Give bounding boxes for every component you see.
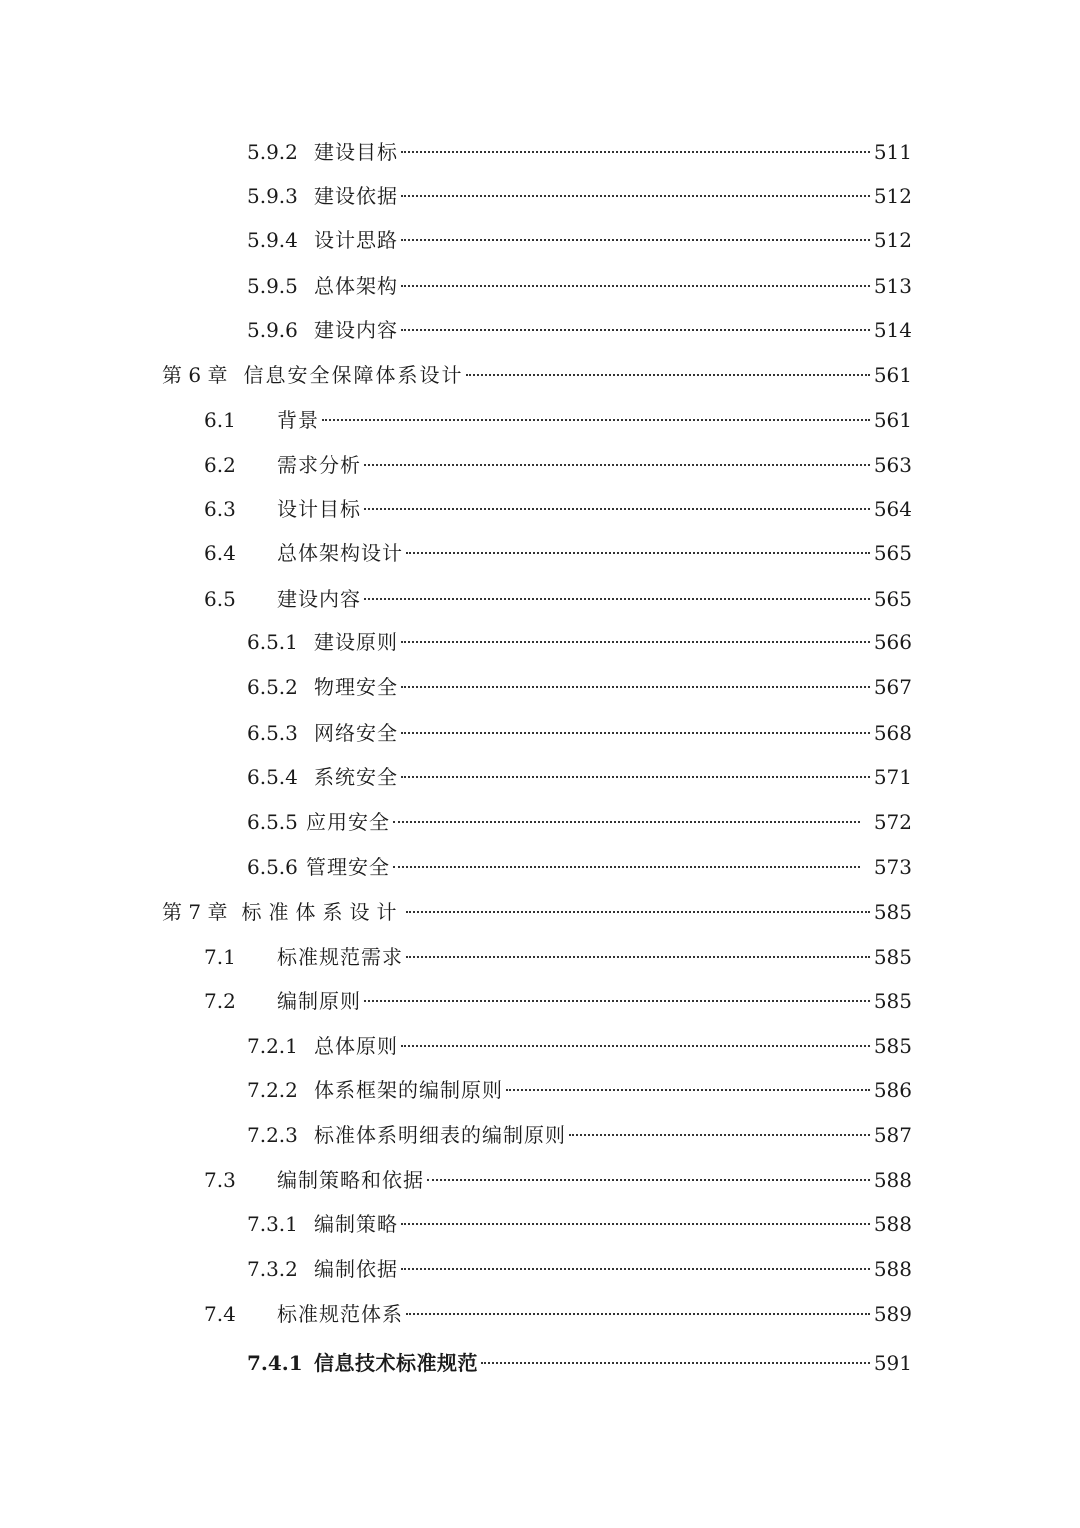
toc-entry-number: 6.1 <box>204 408 236 432</box>
toc-entry-title: 编制原则 <box>277 989 361 1013</box>
dot-leader <box>364 1000 870 1002</box>
dot-leader <box>569 1134 870 1136</box>
toc-entry-page: 565 <box>873 587 912 611</box>
dot-leader <box>401 686 870 688</box>
toc-entry-title: 网络安全 <box>314 721 398 745</box>
dot-leader <box>401 239 870 241</box>
toc-chapter-title: 信息安全保障体系设计 <box>243 363 464 387</box>
toc-entry-title: 编制依据 <box>314 1257 398 1281</box>
toc-entry-page: 585 <box>873 900 912 924</box>
dot-leader <box>393 866 860 868</box>
dot-leader <box>481 1362 870 1364</box>
toc-entry-page: 572 <box>873 810 912 834</box>
toc-entry-6-5-4 <box>247 762 912 792</box>
toc-entry-title: 建设原则 <box>314 630 398 654</box>
toc-entry-title: 需求分析 <box>277 453 361 477</box>
toc-entry-number: 7.4 <box>204 1302 236 1326</box>
toc-entry-page: 561 <box>873 363 912 387</box>
toc-entry-number: 6.2 <box>204 453 236 477</box>
toc-entry-number: 6.5.4 <box>247 765 298 789</box>
toc-entry-page: 571 <box>873 765 912 789</box>
toc-entry-7-2 <box>204 986 912 1016</box>
toc-entry-6-5-3 <box>247 718 912 748</box>
toc-entry-7-1 <box>204 942 912 972</box>
toc-entry-title: 编制策略和依据 <box>277 1168 424 1192</box>
dot-leader <box>406 1313 870 1315</box>
toc-entry-number: 6.5 <box>204 587 236 611</box>
dot-leader <box>401 776 870 778</box>
dot-leader <box>322 419 870 421</box>
toc-entry-page: 588 <box>873 1168 912 1192</box>
dot-leader <box>401 1223 870 1225</box>
toc-entry-page: 585 <box>873 945 912 969</box>
toc-entry-number: 7.2 <box>204 989 236 1013</box>
toc-entry-title: 编制策略 <box>314 1212 398 1236</box>
toc-entry-number: 6.4 <box>204 541 236 565</box>
toc-entry-5-9-5 <box>247 271 912 301</box>
toc-entry-number: 7.2.3 <box>247 1123 298 1147</box>
toc-entry-page: 587 <box>873 1123 912 1147</box>
toc-entry-page: 514 <box>873 318 912 342</box>
dot-leader <box>401 1045 870 1047</box>
toc-entry-page: 573 <box>873 855 912 879</box>
toc-entry-number: 6.5.2 <box>247 675 298 699</box>
toc-entry-number: 5.9.4 <box>247 228 298 252</box>
toc-chapter-7 <box>162 897 912 927</box>
toc-entry-7-2-1 <box>247 1031 912 1061</box>
toc-entry-number: 7.3.1 <box>247 1212 298 1236</box>
toc-entry-page: 589 <box>873 1302 912 1326</box>
toc-entry-page: 513 <box>873 274 912 298</box>
toc-entry-7-4-1 <box>247 1348 912 1378</box>
dot-leader <box>401 151 870 153</box>
toc-entry-page: 511 <box>873 140 912 164</box>
toc-entry-page: 563 <box>873 453 912 477</box>
toc-entry-6-1 <box>204 405 912 435</box>
toc-entry-page: 512 <box>873 228 912 252</box>
toc-entry-title: 建设依据 <box>314 184 398 208</box>
dot-leader <box>401 285 870 287</box>
toc-entry-title: 信息技术标准规范 <box>314 1351 478 1375</box>
toc-entry-number: 7.4.1 <box>247 1351 303 1375</box>
toc-entry-6-4 <box>204 538 912 568</box>
toc-entry-title: 建设内容 <box>277 587 361 611</box>
dot-leader <box>364 508 870 510</box>
dot-leader <box>401 641 870 643</box>
dot-leader <box>406 552 870 554</box>
toc-entry-number: 6.5.6 <box>247 855 298 879</box>
toc-entry-number: 6.5.5 <box>247 810 298 834</box>
toc-entry-title: 设计目标 <box>277 497 361 521</box>
toc-entry-number: 7.3 <box>204 1168 236 1192</box>
toc-entry-5-9-2 <box>247 137 912 167</box>
toc-entry-number: 7.2.2 <box>247 1078 298 1102</box>
dot-leader <box>401 329 870 331</box>
toc-entry-page: 561 <box>873 408 912 432</box>
toc-entry-7-3-1 <box>247 1209 912 1239</box>
toc-entry-title: 设计思路 <box>314 228 398 252</box>
toc-entry-title: 总体架构设计 <box>277 541 403 565</box>
toc-entry-7-2-3 <box>247 1120 912 1150</box>
toc-entry-page: 586 <box>873 1078 912 1102</box>
dot-leader <box>401 1268 870 1270</box>
dot-leader <box>427 1179 870 1181</box>
toc-entry-title: 背景 <box>277 408 319 432</box>
toc-entry-page: 564 <box>873 497 912 521</box>
toc-entry-5-9-4 <box>247 225 912 255</box>
toc-entry-7-3-2 <box>247 1254 912 1284</box>
toc-entry-title: 体系框架的编制原则 <box>314 1078 503 1102</box>
toc-chapter-title: 标准体系设计 <box>241 900 404 924</box>
dot-leader <box>364 598 870 600</box>
toc-entry-6-5-5 <box>247 807 912 837</box>
toc-entry-number: 7.2.1 <box>247 1034 298 1058</box>
toc-entry-number: 6.5.3 <box>247 721 298 745</box>
toc-entry-title: 物理安全 <box>314 675 398 699</box>
dot-leader <box>364 464 870 466</box>
toc-entry-6-5-2 <box>247 672 912 702</box>
toc-entry-6-2 <box>204 450 912 480</box>
toc-entry-6-3 <box>204 494 912 524</box>
toc-chapter-number: 第 7 章 <box>162 900 228 924</box>
toc-entry-number: 6.5.1 <box>247 630 298 654</box>
toc-entry-6-5-1 <box>247 627 912 657</box>
toc-entry-number: 5.9.3 <box>247 184 298 208</box>
toc-entry-6-5-6 <box>247 852 912 882</box>
toc-entry-page: 588 <box>873 1257 912 1281</box>
toc-chapter-6 <box>162 360 912 390</box>
toc-entry-title: 建设内容 <box>314 318 398 342</box>
toc-entry-number: 6.3 <box>204 497 236 521</box>
toc-entry-number: 7.1 <box>204 945 236 969</box>
dot-leader <box>401 732 870 734</box>
toc-entry-page: 585 <box>873 1034 912 1058</box>
dot-leader <box>406 956 870 958</box>
toc-entry-5-9-6 <box>247 315 912 345</box>
toc-entry-title: 总体架构 <box>314 274 398 298</box>
toc-entry-title: 应用安全 <box>306 810 390 834</box>
dot-leader <box>506 1089 870 1091</box>
toc-entry-number: 5.9.6 <box>247 318 298 342</box>
toc-entry-title: 系统安全 <box>314 765 398 789</box>
toc-entry-page: 591 <box>873 1351 912 1375</box>
toc-entry-title: 标准规范体系 <box>277 1302 403 1326</box>
toc-entry-title: 建设目标 <box>314 140 398 164</box>
toc-entry-page: 512 <box>873 184 912 208</box>
toc-entry-page: 567 <box>873 675 912 699</box>
toc-entry-number: 5.9.5 <box>247 274 298 298</box>
toc-entry-page: 566 <box>873 630 912 654</box>
toc-entry-7-4 <box>204 1299 912 1329</box>
toc-entry-title: 管理安全 <box>306 855 390 879</box>
toc-entry-page: 588 <box>873 1212 912 1236</box>
toc-entry-7-2-2 <box>247 1075 912 1105</box>
toc-entry-title: 标准体系明细表的编制原则 <box>314 1123 566 1147</box>
dot-leader <box>406 911 869 913</box>
toc-entry-title: 标准规范需求 <box>277 945 403 969</box>
toc-entry-5-9-3 <box>247 181 912 211</box>
toc-chapter-number: 第 6 章 <box>162 363 228 387</box>
toc-entry-7-3 <box>204 1165 912 1195</box>
toc-entry-title: 总体原则 <box>314 1034 398 1058</box>
dot-leader <box>393 821 860 823</box>
toc-entry-page: 565 <box>873 541 912 565</box>
dot-leader <box>466 374 869 376</box>
toc-entry-6-5 <box>204 584 912 614</box>
toc-entry-number: 5.9.2 <box>247 140 298 164</box>
toc-entry-page: 568 <box>873 721 912 745</box>
toc-entry-page: 585 <box>873 989 912 1013</box>
toc-entry-number: 7.3.2 <box>247 1257 298 1281</box>
dot-leader <box>401 195 870 197</box>
